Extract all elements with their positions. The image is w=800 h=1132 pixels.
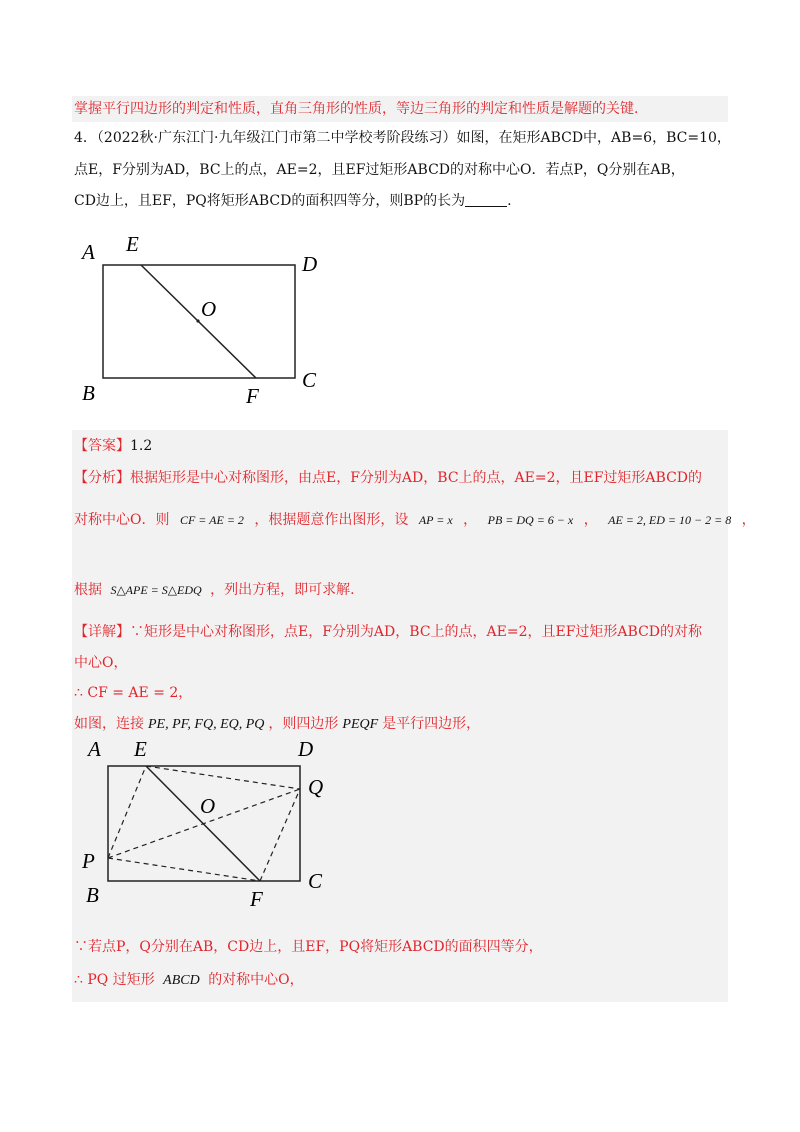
analysis-line-3 bbox=[74, 580, 355, 600]
answer-value: 1.2 bbox=[130, 438, 153, 454]
detail-text-6a: ∴ PQ bbox=[74, 972, 109, 988]
figure-1-rectangle bbox=[70, 225, 350, 410]
intro-line: 掌握平行四边形的判定和性质，直角三角形的性质，等边三角形的判定和性质是解题的关键. bbox=[74, 101, 639, 117]
answer-line bbox=[74, 436, 152, 456]
detail-text-4a: 如图，连接 bbox=[74, 716, 144, 732]
analysis-tag: 【分析】 bbox=[74, 470, 130, 486]
detail-text-6b: 过矩形 bbox=[112, 972, 155, 988]
math-ae-ed: AE = 2, ED = 10 − 2 = 8 bbox=[608, 513, 732, 527]
analysis-text-2c: ， bbox=[463, 512, 478, 528]
question-text-1: 如图，在矩形ABCD中，AB=6，BC=10， bbox=[456, 130, 731, 146]
analysis-text-2b: ，根据题意作出图形，设 bbox=[254, 512, 409, 528]
question-line-2: 点E，F分别为AD，BC上的点，AE=2，且EF过矩形ABCD的对称中心O．若点P，Q分别在AB， bbox=[74, 162, 685, 178]
math-cf-ae: CF = AE = 2 bbox=[179, 513, 244, 527]
detail-line-4 bbox=[74, 714, 480, 735]
question-text-3: CD边上，且EF，PQ将矩形ABCD的面积四等分，则BP的长为 bbox=[74, 193, 466, 209]
label-q-2: Q bbox=[308, 775, 324, 799]
figure-2-parallelogram bbox=[72, 735, 362, 915]
segment-pf bbox=[108, 858, 260, 881]
label-o-2: O bbox=[200, 794, 216, 818]
segment-fq bbox=[260, 789, 300, 881]
label-o: O bbox=[201, 297, 217, 321]
detail-text-4c: 是平行四边形， bbox=[382, 716, 481, 732]
detail-text-4b: ，则四边形 bbox=[268, 716, 339, 732]
label-d-2: D bbox=[298, 737, 314, 761]
label-a-2: A bbox=[88, 737, 101, 761]
analysis-text-3b: ，列出方程，即可求解. bbox=[210, 582, 355, 598]
label-f: F bbox=[246, 384, 259, 408]
analysis-text-2a: 对称中心O．则 bbox=[74, 512, 170, 528]
label-a: A bbox=[82, 240, 95, 264]
analysis-line-2 bbox=[74, 510, 756, 530]
detail-line-2: 中心O， bbox=[74, 655, 128, 671]
answer-tag: 【答案】 bbox=[74, 438, 130, 454]
detail-line-6 bbox=[74, 970, 304, 991]
label-p-2: P bbox=[82, 849, 95, 873]
segment-pe bbox=[108, 766, 146, 858]
label-e-2: E bbox=[134, 737, 147, 761]
math-pb-dq: PB = DQ = 6 − x bbox=[487, 513, 574, 527]
math-abcd: ABCD bbox=[163, 973, 200, 988]
detail-line-1 bbox=[74, 622, 702, 642]
label-f-2: F bbox=[250, 887, 263, 911]
question-source: （2022秋·广东江门·九年级江门市第二中学校考阶段练习） bbox=[96, 130, 457, 146]
detail-line-3: ∴ CF = AE = 2， bbox=[74, 685, 193, 701]
detail-tag: 【详解】 bbox=[74, 624, 130, 640]
label-e: E bbox=[126, 232, 139, 256]
answer-blank bbox=[465, 192, 507, 207]
question-line-3 bbox=[74, 191, 512, 211]
analysis-text-2e: ， bbox=[741, 512, 756, 528]
label-c: C bbox=[302, 368, 317, 392]
analysis-text-3a: 根据 bbox=[74, 582, 102, 598]
analysis-text-1: 根据矩形是中心对称图形，由点E，F分别为AD，BC上的点，AE=2，且EF过矩形ABCD的 bbox=[130, 470, 703, 486]
analysis-text-2d: ， bbox=[583, 512, 598, 528]
question-number: 4． bbox=[74, 130, 97, 146]
label-d: D bbox=[302, 252, 318, 276]
analysis-line-1 bbox=[74, 468, 702, 488]
detail-text-1: ∵矩形是中心对称图形，点E，F分别为AD，BC上的点，AE=2，且EF过矩形ABCD的对称 bbox=[130, 624, 703, 640]
detail-line-5: ∵若点P，Q分别在AB，CD边上，且EF，PQ将矩形ABCD的面积四等分， bbox=[74, 939, 543, 955]
label-b: B bbox=[82, 381, 95, 405]
segment-eq bbox=[146, 766, 300, 789]
point-o bbox=[196, 319, 199, 322]
question-period: . bbox=[507, 193, 512, 209]
label-c-2: C bbox=[308, 869, 323, 893]
question-line-1 bbox=[74, 128, 731, 148]
math-area-equation: S△APE = S△EDQ bbox=[110, 583, 202, 597]
label-b-2: B bbox=[86, 883, 99, 907]
detail-text-6c: 的对称中心O， bbox=[208, 972, 304, 988]
math-ap-x: AP = x bbox=[418, 513, 453, 527]
math-connect-segments: PE, PF, FQ, EQ, PQ bbox=[148, 717, 265, 732]
math-peqf: PEQF bbox=[342, 717, 379, 732]
